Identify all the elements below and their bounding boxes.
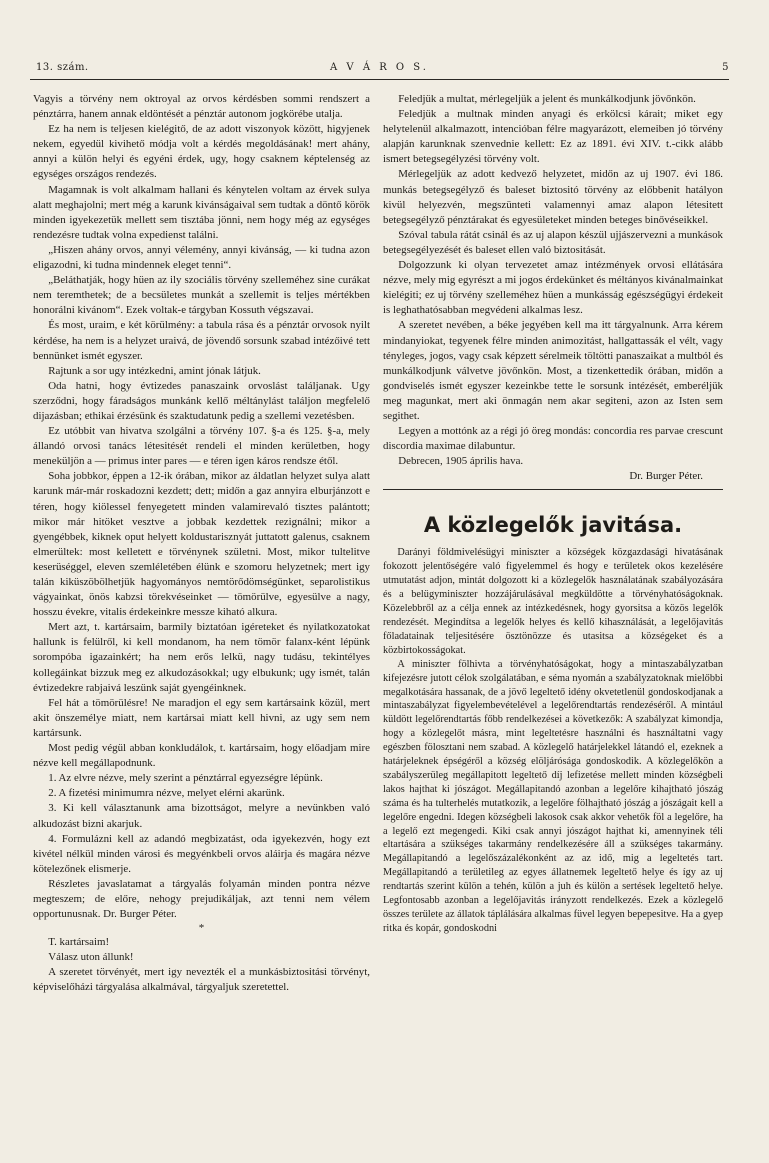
paragraph: Feledjük a multat, mérlegeljük a jelent és munkálkodjunk jövőnkön.	[398, 93, 696, 105]
paragraph: Fel hát a tömörülésre! Ne maradjon el egy sem kartársaink közül, mert akit önszemélye miatt, nem kartársai miatt kell hivni, az ugy sem nem kartársunk.	[33, 696, 370, 739]
dateline: Debrecen, 1905 április hava.	[398, 455, 524, 468]
page-number: 5	[722, 62, 729, 73]
right-column	[383, 92, 723, 936]
section-separator: *	[198, 922, 205, 935]
paragraph: A szeretet nevében, a béke jegyében kell ma itt tárgyalnunk. Arra kérem mindanyiokat, tegyenek félre minden animozitást, hallgattassák el vélt, vagy tényleges, jogos, vagy csak képzett sérelmeik töltötti panaszaikat a multból és munkálkodjunk válvetve jövőnkön. Most, a tizenkettedik órában, midőn a gondviselés ismét egyszer kezeinkbe tette le sorsunk intézését, emberéljük meg magunkat, mert aki önmagán nem akar segiteni, azon az Isten sem segithet.	[383, 319, 723, 422]
paragraph: Ez utóbbit van hivatva szolgálni a törvény 107. §-a és 125. §-a, mely állandó orvosi tanács létesitését rendeli el minden kerületben, hogy meneküljön a — primus inter pares — e téren igen káros rendsze étől.	[33, 425, 370, 468]
paragraph: Mérlegeljük az adott kedvező helyzetet, midőn az uj 1907. évi 186. munkás betegsegélyző és baleset biztositó törvény az előbbenit hatályon kivül helyezvén, megszünteti valamennyi amaz alapon létesitett betegsegélyző pénztárakat és egyesületeket minden beteges binővéseikkel.	[383, 168, 723, 226]
paragraph: Oda hatni, hogy évtizedes panaszaink orvoslást találjanak. Ugy szerződni, hogy fáradságos munkánk kellő méltánylást találjon megfelelő dijazásban; ethikai érzésünk és szaktudatunk pedig a szellemi vezetésben.	[33, 379, 370, 422]
paragraph: Rajtunk a sor ugy intézkedni, amint jónak látjuk.	[48, 364, 261, 377]
list-item: 4. Formulázni kell az adandó megbizatást, oda igyekezvén, hogy ezt kivétel nélkül minden városi és megyénkbeli orvos aláirja és magára nézve kötelezőnek elismerje.	[33, 832, 370, 875]
article-headline: A közlegelők javitása.	[423, 513, 683, 538]
paragraph: Soha jobbkor, éppen a 12-ik órában, mikor az áldatlan helyzet sulya alatt karunk már-már roskadozni kezdett; dett; midőn a gaz annyira elburjánzott e téren, hogy kiölessel fenyegetett minden valamirevaló tisztes palántott; mikor már hitöket vesztve a jobbak kezdettek rezignálni; mikor a gyengébbek, kiknek oput helyett koldustarisznyát juttatott galenus, csaknem elmerültek: most kelletett e törvénynek születni. Most, mikor tultelitve keserüséggel, eleven szemléletében élünk e szomoru helyzetnek; mert igy talán kiküszöbölhetjük hagyományos nemtörődömségünket, separolistikus vágyainkat, önös kabzsi törekvéseinket — tömörülve, egyesülve a nagy, hosszu évekre, vitalis érdekeinkre messze kiható alkura.	[33, 470, 370, 619]
paragraph: Szóval tabula rátát csinál és az uj alapon készül ujjászervezni a munkások betegsegélyezését és baleset ellen való biztositását.	[383, 228, 723, 256]
paragraph: Vagyis a törvény nem oktroyal az orvos kérdésben sommi rendszert a pénztárra, hanem annak eldöntését a pénztár autonom jogkörébe utalja.	[33, 93, 370, 121]
paragraph: Dolgozzunk ki olyan tervezetet amaz intézmények orvosi ellátására nézve, mely mig egyrészt a mi jogos érdekünket és méltányos kivánalmainkat kielégiti; ez uj törvény szelleméhez hüen a munkásság egészségügyi érdekeit is leghathatósabban megvédeni alkalmas lesz.	[383, 259, 723, 317]
newspaper-title: A V Á R O S.	[330, 62, 429, 73]
signature: Dr. Burger Péter.	[629, 470, 703, 483]
list-item: 1. Az elvre nézve, mely szerint a pénztárral egyezségre lépünk.	[48, 772, 323, 785]
article-paragraph: A miniszter fölhivta a törvényhatóságokat, hogy a mintaszabályzatban kifejezésre jutott célok szolgálatában, e séma nyomán a szabályzatoknak mielőbbi megalkotására hassanak, de a jövő legeltető idény okvetetlenül gondoskodjanak a mintaszabályzat figyelembevételével a legelőrendtartás rendezéséről. A mintául küldött legelőrendtartás főbb rendelkezései a következők: A szabályzat kimondja, hogy a közlegelőt másra, mint legeltetésre használni és használtatni vagy egészben fölosztani nem szabad. A közlegelő határjelekkel látandó el, ezeknek a határjeleknek épségéről a község elöljárósága gondoskodik. A közlegelőkön a szabályszerüleg megállapitott legeltető díj lefizetése mellett minden községbeli lakos hajthat ki jószágot. Megállapitandó azonban a legelőre kihajtható jószág száma és ha tulterhelés mutatkozik, a legelőre fölhajtható jószág a jószágait kell a legelőre engedni. Idegen községbeli lakosok csak akkor vehetők föl a legelőre, ha a legelő ezt megengedi. Kiki csak annyi jószágot hajthat ki, amennyinek téli eltartására a szükséges takarmány rendelkezésére áll a szükséges takarmány. Megállapitandó a legelőszázalékonként az az idő, mig a legeltetés tart. Megállapitandó a területileg az egyes állatnemek legeltető helye és így az uj rendtartás szerint külön a tehén, külön a juh és külön a sertések legeltető helye. Legfontosabb azonban a legelőjavitás irányzott rendelkezés. Ezek a közlegelő összes területe az állatok táplálására alkalmas füvel legyen bepepesitve. Ha a gyep ritka és kopár, gondoskodni	[383, 658, 723, 934]
list-item: 3. Ki kell választanunk ama bizottságot, melyre a nevünkben való alkudozást bizni akarjuk.	[33, 802, 370, 830]
paragraph: Mert azt, t. kartársaim, barmily biztatóan igéreteket és nyilatkozatokat hallunk is felülről, ki kell mondanom, ha nem tömör falanx-ként lépünk sorompóba igazainkért; ha nem erős lelkü, nagy tudásu, tekintélyes kollegáinkat bizzuk meg ez alkudozásokkal; ugy elbukunk; ugy ismét, talán évtizedekre rabjaivá leszünk saját gyengéinknek.	[33, 621, 370, 694]
paragraph: T. kartársaim!	[48, 936, 110, 949]
paragraph: „Hiszen ahány orvos, annyi vélemény, annyi kivánság, — ki tudna azon eligazodni, ki tudna mindennek eleget tenni“.	[33, 243, 370, 272]
article-divider	[383, 489, 723, 490]
paragraph: És most, uraim, e két körülmény: a tabula rása és a pénztár orvosok nyilt kérdése, ha nem is a helyzet uraivá, de jövendő sorsunk szabad intézőivé tett bennünket ismét egyszer.	[33, 319, 370, 362]
paragraph: Feledjük a multnak minden anyagi és erkölcsi kárait; miket egy helytelenül alkalmazott, intencióban félre magyarázott, elemeiben jó törvény alapján karunknak szenvednie kellett: Ez az 1891. évi XIV. t.-cikk alább ismert betegsegélyzési törvény volt.	[383, 108, 723, 166]
article-paragraph: Darányi földmivelésügyi miniszter a községek közgazdasági hivatásának fokozott jelentőségére való figyelemmel és hogy e területek okos kezelésére utmutatást adjon, mintát dolgozott ki a közlegelők használatának szabályozására és a belügyminiszter hozzájárulásával megküldötte a törvényhatóságoknak. Közelebbről az a célja ennek az intézkedésnek, hogy gyorsitsa a közös legelők rendezését. Megindítsa a legelők helyes és kellő kihasználását, a legelőjavitás főladatainak teljesitésére ösztönözze és utasitsa a községeket és a közbirtokosságokat.	[383, 547, 723, 656]
paragraph: „Beláthatják, hogy hüen az ily szociális törvény szelleméhez sine curákat nem teremthetek; de a becsületes munkát a szellemit is teljes mértékben honorálni kivánom“. Ezek voltak-e tárgyban Kossuth végszavai.	[33, 274, 370, 317]
paragraph: A szeretet törvényét, mert igy nevezték el a munkásbiztositási törvényt, képviselőházi tárgyalása alkalmával, tárgyaljuk szeretettel.	[33, 966, 370, 994]
paragraph: Magamnak is volt alkalmam hallani és kénytelen voltam az érvek sulya alatt meghajolni; mert még a karunk kivánságaival sem tudtak a döntő körök minden igyekezetük mellett sem tisztába jönni, nem hogy még az egységes rendezésre tudtak volna expedienst találni.	[33, 183, 370, 241]
paragraph: Most pedig végül abban konkludálok, t. kartársaim, hogy előadjam mire nézve kell megállapodnunk.	[33, 742, 370, 770]
paragraph: Válasz uton állunk!	[48, 951, 134, 964]
list-item: 2. A fizetési minimumra nézve, melyet elérni akarünk.	[48, 787, 285, 800]
page-header	[30, 62, 729, 78]
paragraph: Ez ha nem is teljesen kielégitő, de az adott viszonyok között, higyjenek nekem, egyedül kivihető módja volt a kérdés megoldásának! mert ahány, annyi a külön helyi és egyéni érdek, ugy, hogy csaknem képtelenség az egységes országos rendezés.	[33, 123, 370, 181]
paragraph: Legyen a mottónk az a régi jó öreg mondás: concordia res parvae crescunt discordia maximae dilabuntur.	[383, 425, 723, 453]
left-column	[33, 92, 370, 996]
paragraph: Részletes javaslatamat a tárgyalás folyamán minden pontra nézve megteszem; de előre, nehogy prejudikáljak, azt tenni nem vélem opportunusnak. Dr. Burger Péter.	[33, 877, 370, 921]
issue-number: 13. szám.	[36, 62, 89, 73]
header-rule	[30, 79, 729, 80]
